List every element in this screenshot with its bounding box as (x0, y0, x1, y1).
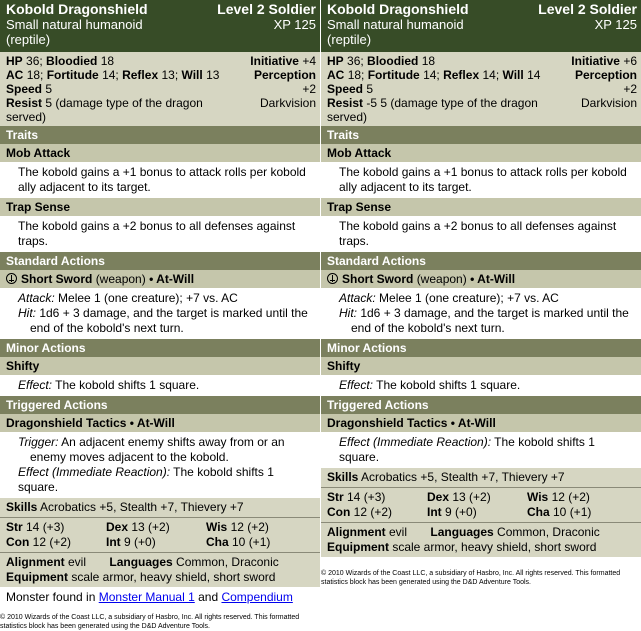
hp-value: 36; (26, 54, 43, 68)
short-sword-name: Short Sword (342, 272, 414, 286)
hp-label: HP (327, 54, 344, 68)
bloodied-value: 18 (421, 54, 436, 68)
skills-row (321, 468, 641, 487)
alignment-row (321, 522, 641, 557)
resist-label: Resist (327, 96, 364, 110)
languages-label: Languages (109, 555, 173, 569)
standard-actions-header: Standard Actions (321, 252, 641, 270)
effect-ir-text: The kobold shifts 1 square. (18, 465, 274, 494)
attack-label: Attack: (18, 291, 55, 305)
initiative-value: +4 (302, 54, 316, 68)
wis-label: Wis (527, 490, 549, 504)
attack-text: Melee 1 (one creature); +7 vs. AC (54, 291, 238, 305)
hit-text: 1d6 + 3 damage, and the target is marked until the (357, 306, 629, 320)
found-text: Monster found in (6, 590, 99, 604)
trigger-text-cont: enemy moves adjacent to the kobold. (30, 450, 229, 464)
hit-text: 1d6 + 3 damage, and the target is marked until the (36, 306, 308, 320)
shifty-desc (0, 375, 320, 396)
short-sword-keyword: (weapon) (416, 272, 467, 286)
will-label: Will (181, 68, 203, 82)
shifty-title: Shifty (0, 357, 320, 375)
skills-row (0, 498, 320, 517)
skills-value: Acrobatics +5, Stealth +7, Thievery +7 (37, 500, 244, 514)
darkvision: Darkvision (259, 96, 316, 110)
copyright-text: © 2010 Wizards of the Coast LLC, a subsidiary of Hasbro, Inc. All rights reserved. This formatted statistics block has been generated using the D&D Adventure Tools. (321, 570, 621, 586)
dex-value: 13 (+2) (449, 490, 491, 504)
hp-label: HP (6, 54, 23, 68)
alignment-value: evil (385, 525, 408, 539)
wis-value: 12 (+2) (227, 520, 269, 534)
short-sword-frequency: • At-Will (470, 272, 516, 286)
monster-level: Level 2 Soldier (538, 1, 637, 17)
reflex-label: Reflex (443, 68, 480, 82)
shifty-desc (321, 375, 641, 396)
short-sword-title (0, 270, 320, 288)
bloodied-value: 18 (100, 54, 115, 68)
fortitude-label: Fortitude (46, 68, 99, 82)
monster-keyword: (reptile) (6, 32, 51, 47)
minor-actions-header: Minor Actions (0, 339, 320, 357)
stat-block-original (0, 0, 320, 631)
copyright-text: © 2010 Wizards of the Coast LLC, a subsidiary of Hasbro, Inc. All rights reserved. This formatted statistics block has been generated using the D&D Adventure Tools. (0, 614, 300, 630)
monster-keyword: (reptile) (327, 32, 372, 47)
effect-ir-text: The kobold shifts 1 square. (339, 435, 595, 464)
shifty-title: Shifty (321, 357, 641, 375)
bloodied-label: Bloodied (367, 54, 419, 68)
found-and: and (194, 590, 222, 604)
equipment-label: Equipment (6, 570, 68, 584)
darkvision: Darkvision (580, 96, 637, 110)
ability-scores (0, 517, 320, 552)
cha-label: Cha (206, 535, 229, 549)
equipment-value: scale armor, heavy shield, short sword (389, 540, 597, 554)
short-sword-title (321, 270, 641, 288)
mob-attack-desc: The kobold gains a +1 bonus to attack rolls per kobold ally adjacent to its target. (0, 162, 320, 198)
monster-level: Level 2 Soldier (217, 1, 316, 17)
dex-value: 13 (+2) (128, 520, 170, 534)
monster-xp: XP 125 (594, 17, 637, 32)
skills-value: Acrobatics +5, Stealth +7, Thievery +7 (358, 470, 565, 484)
alignment-value: evil (64, 555, 87, 569)
attack-label: Attack: (339, 291, 376, 305)
ability-scores (321, 487, 641, 522)
hit-label: Hit: (18, 306, 36, 320)
con-label: Con (6, 535, 30, 549)
triggered-actions-header: Triggered Actions (321, 396, 641, 414)
monster-type: Small natural humanoid (327, 17, 464, 32)
dex-label: Dex (106, 520, 129, 534)
short-sword-name: Short Sword (21, 272, 93, 286)
short-sword-desc (321, 288, 641, 339)
tactics-desc (0, 432, 320, 498)
cha-label: Cha (527, 505, 550, 519)
mob-attack-desc: The kobold gains a +1 bonus to attack rolls per kobold ally adjacent to its target. (321, 162, 641, 198)
circled-sword-icon (6, 273, 17, 284)
initiative-label: Initiative (571, 54, 620, 68)
languages-value: Common, Draconic (493, 525, 600, 539)
languages-value: Common, Draconic (172, 555, 279, 569)
effect-ir-label: Effect (Immediate Reaction): (339, 435, 492, 449)
tactics-title: Dragonshield Tactics • At-Will (321, 414, 641, 432)
wis-label: Wis (206, 520, 228, 534)
speed-value: 5 (45, 82, 53, 96)
cha-value: 10 (+1) (549, 505, 592, 519)
effect-label: Effect: (339, 378, 374, 392)
int-label: Int (106, 535, 121, 549)
ac-value: 18; (347, 68, 365, 82)
speed-value: 5 (366, 82, 374, 96)
initiative-value: +6 (623, 54, 637, 68)
initiative-label: Initiative (250, 54, 299, 68)
resist-label: Resist (6, 96, 43, 110)
alignment-label: Alignment (327, 525, 386, 539)
hit-label: Hit: (339, 306, 357, 320)
perception-value: +2 (302, 82, 316, 96)
dex-label: Dex (427, 490, 450, 504)
monster-source (0, 587, 320, 607)
resist-value: -5 5 (damage type of the dragon served) (327, 96, 538, 124)
stat-block-modified (321, 0, 641, 587)
hp-value: 36; (347, 54, 364, 68)
mob-attack-title: Mob Attack (321, 144, 641, 162)
con-value: 12 (+2) (29, 535, 72, 549)
monster-header (321, 0, 641, 52)
mob-attack-title: Mob Attack (0, 144, 320, 162)
fortitude-value: 14; (102, 68, 119, 82)
alignment-label: Alignment (6, 555, 65, 569)
cha-value: 10 (+1) (228, 535, 271, 549)
trigger-text: An adjacent enemy shifts away from or an (58, 435, 285, 449)
monster-header (0, 0, 320, 52)
short-sword-frequency: • At-Will (149, 272, 195, 286)
skills-label: Skills (6, 500, 38, 514)
ac-label: AC (6, 68, 24, 82)
trap-sense-title: Trap Sense (0, 198, 320, 216)
hit-text-cont: end of the kobold's next turn. (30, 321, 184, 335)
trap-sense-desc: The kobold gains a +2 bonus to all defenses against traps. (321, 216, 641, 252)
traits-header: Traits (321, 126, 641, 144)
int-value: 9 (+0) (120, 535, 156, 549)
monster-type: Small natural humanoid (6, 17, 143, 32)
con-value: 12 (+2) (350, 505, 393, 519)
effect-ir-label: Effect (Immediate Reaction): (18, 465, 171, 479)
trap-sense-title: Trap Sense (321, 198, 641, 216)
hit-text-cont: end of the kobold's next turn. (351, 321, 505, 335)
effect-label: Effect: (18, 378, 53, 392)
tactics-desc (321, 432, 641, 468)
triggered-actions-header: Triggered Actions (0, 396, 320, 414)
perception-value: +2 (623, 82, 637, 96)
ac-value: 18; (26, 68, 44, 82)
monster-name: Kobold Dragonshield (6, 1, 148, 17)
equipment-label: Equipment (327, 540, 389, 554)
wis-value: 12 (+2) (548, 490, 590, 504)
bloodied-label: Bloodied (46, 54, 98, 68)
shifty-effect: The kobold shifts 1 square. (52, 378, 200, 392)
fortitude-label: Fortitude (367, 68, 420, 82)
str-label: Str (327, 490, 344, 504)
reflex-value: 14; (482, 68, 500, 82)
str-label: Str (6, 520, 23, 534)
tactics-title: Dragonshield Tactics • At-Will (0, 414, 320, 432)
skills-label: Skills (327, 470, 359, 484)
perception-label: Perception (574, 68, 637, 82)
reflex-label: Reflex (122, 68, 159, 82)
ac-label: AC (327, 68, 345, 82)
will-value: 13 (206, 68, 220, 82)
con-label: Con (327, 505, 351, 519)
speed-label: Speed (327, 82, 364, 96)
standard-actions-header: Standard Actions (0, 252, 320, 270)
monster-name: Kobold Dragonshield (327, 1, 469, 17)
str-value: 14 (+3) (343, 490, 386, 504)
will-label: Will (502, 68, 524, 82)
int-value: 9 (+0) (441, 505, 477, 519)
trap-sense-desc: The kobold gains a +2 bonus to all defenses against traps. (0, 216, 320, 252)
reflex-value: 13; (161, 68, 179, 82)
monster-xp: XP 125 (273, 17, 316, 32)
attack-text: Melee 1 (one creature); +7 vs. AC (375, 291, 559, 305)
monster-stats (321, 52, 641, 126)
trigger-label: Trigger: (18, 435, 59, 449)
int-label: Int (427, 505, 442, 519)
str-value: 14 (+3) (22, 520, 65, 534)
minor-actions-header: Minor Actions (321, 339, 641, 357)
will-value: 14 (527, 68, 541, 82)
monster-stats (0, 52, 320, 126)
languages-label: Languages (430, 525, 494, 539)
short-sword-keyword: (weapon) (95, 272, 146, 286)
shifty-effect: The kobold shifts 1 square. (373, 378, 521, 392)
traits-header: Traits (0, 126, 320, 144)
equipment-value: scale armor, heavy shield, short sword (68, 570, 276, 584)
speed-label: Speed (6, 82, 43, 96)
fortitude-value: 14; (423, 68, 440, 82)
monster-manual-link[interactable]: Monster Manual 1 (98, 590, 195, 604)
resist-value: 5 (damage type of the dragon served) (6, 96, 203, 124)
compendium-link[interactable]: Compendium (221, 590, 293, 604)
perception-label: Perception (253, 68, 316, 82)
circled-sword-icon (327, 273, 338, 284)
short-sword-desc (0, 288, 320, 339)
alignment-row (0, 552, 320, 587)
